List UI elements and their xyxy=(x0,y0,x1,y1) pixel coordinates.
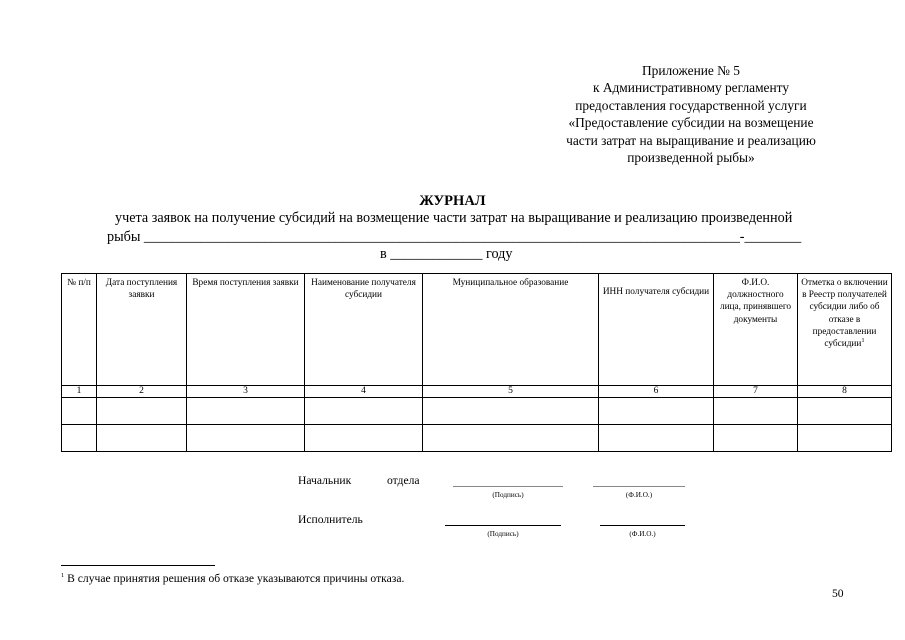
header-cell-registry-mark xyxy=(798,274,892,386)
table-cell xyxy=(97,398,187,425)
footnote xyxy=(61,572,404,585)
column-number: 4 xyxy=(305,386,423,398)
journal-year-line: в _____________ году xyxy=(380,246,513,262)
column-number: 2 xyxy=(97,386,187,398)
chief-signature-line xyxy=(453,486,563,487)
column-number: 6 xyxy=(599,386,714,398)
journal-subtitle-line1: учета заявок на получение субсидий на возмещение части затрат на выращивание и реализацию произведенной xyxy=(115,210,793,226)
column-number: 1 xyxy=(62,386,97,398)
header-cell-inn: ИНН получателя субсидии xyxy=(599,274,714,386)
table-cell xyxy=(187,425,305,452)
footnote-mark: 1 xyxy=(61,572,65,580)
header-registry-text: Отметка о включении в Реестр получателей субсидии либо об отказе в предоставлении субсидии xyxy=(801,278,888,350)
executor-signature-caption: (Подпись) xyxy=(487,530,519,538)
table-cell xyxy=(599,398,714,425)
appendix-line: части затрат на выращивание и реализацию xyxy=(566,132,816,148)
table-column-numbers-row xyxy=(62,386,892,398)
header-cell-date: Дата поступления заявки xyxy=(97,274,187,386)
footnote-separator xyxy=(61,565,215,566)
executor-label: Исполнитель xyxy=(298,513,363,526)
table-cell xyxy=(423,425,599,452)
journal-subtitle-line2: рыбы ____________________________________________________________________________________-________ xyxy=(107,229,802,245)
chief-signature-caption: (Подпись) xyxy=(492,491,524,499)
table-cell xyxy=(97,425,187,452)
table-cell xyxy=(62,425,97,452)
header-cell-recipient-name: Наименование получателя субсидии xyxy=(305,274,423,386)
chief-name-caption: (Ф.И.О.) xyxy=(625,491,653,499)
header-cell-number: № п/п xyxy=(62,274,97,386)
table-header-row xyxy=(62,274,892,386)
column-number: 8 xyxy=(798,386,892,398)
table-cell xyxy=(423,398,599,425)
table-cell xyxy=(305,425,423,452)
appendix-line: произведенной рыбы» xyxy=(627,150,755,166)
chief-name-line xyxy=(593,486,685,487)
appendix-line: Приложение № 5 xyxy=(641,63,741,78)
table-row xyxy=(62,425,892,452)
footnote-reference: 1 xyxy=(861,336,865,344)
header-cell-official-name: Ф.И.О. должностного лица, принявшего документы xyxy=(714,274,798,386)
executor-signature-line xyxy=(445,525,561,526)
chief-label-word2: отдела xyxy=(387,474,420,487)
executor-name-caption: (Ф.И.О.) xyxy=(629,530,656,538)
column-number: 7 xyxy=(714,386,798,398)
appendix-line: предоставления государственной услуги xyxy=(575,97,807,113)
column-number: 5 xyxy=(423,386,599,398)
table-row xyxy=(62,398,892,425)
table-cell xyxy=(714,398,798,425)
journal-table xyxy=(61,273,892,452)
appendix-header xyxy=(540,62,842,166)
table-cell xyxy=(305,398,423,425)
column-number: 3 xyxy=(187,386,305,398)
table-cell xyxy=(714,425,798,452)
header-cell-time: Время поступления заявки xyxy=(187,274,305,386)
chief-label-word1: Начальник xyxy=(298,474,352,487)
table-cell xyxy=(62,398,97,425)
table-cell xyxy=(798,425,892,452)
page-number: 50 xyxy=(832,587,844,600)
footnote-text: В случае принятия решения об отказе указываются причины отказа. xyxy=(67,572,405,585)
appendix-line: «Предоставление субсидии на возмещение xyxy=(568,115,814,131)
table-cell xyxy=(187,398,305,425)
table-cell xyxy=(798,398,892,425)
appendix-line: к Административному регламенту xyxy=(592,80,790,96)
header-cell-municipality: Муниципальное образование xyxy=(423,274,599,386)
journal-title: ЖУРНАЛ xyxy=(419,193,486,209)
table-cell xyxy=(599,425,714,452)
executor-name-line xyxy=(600,525,685,526)
